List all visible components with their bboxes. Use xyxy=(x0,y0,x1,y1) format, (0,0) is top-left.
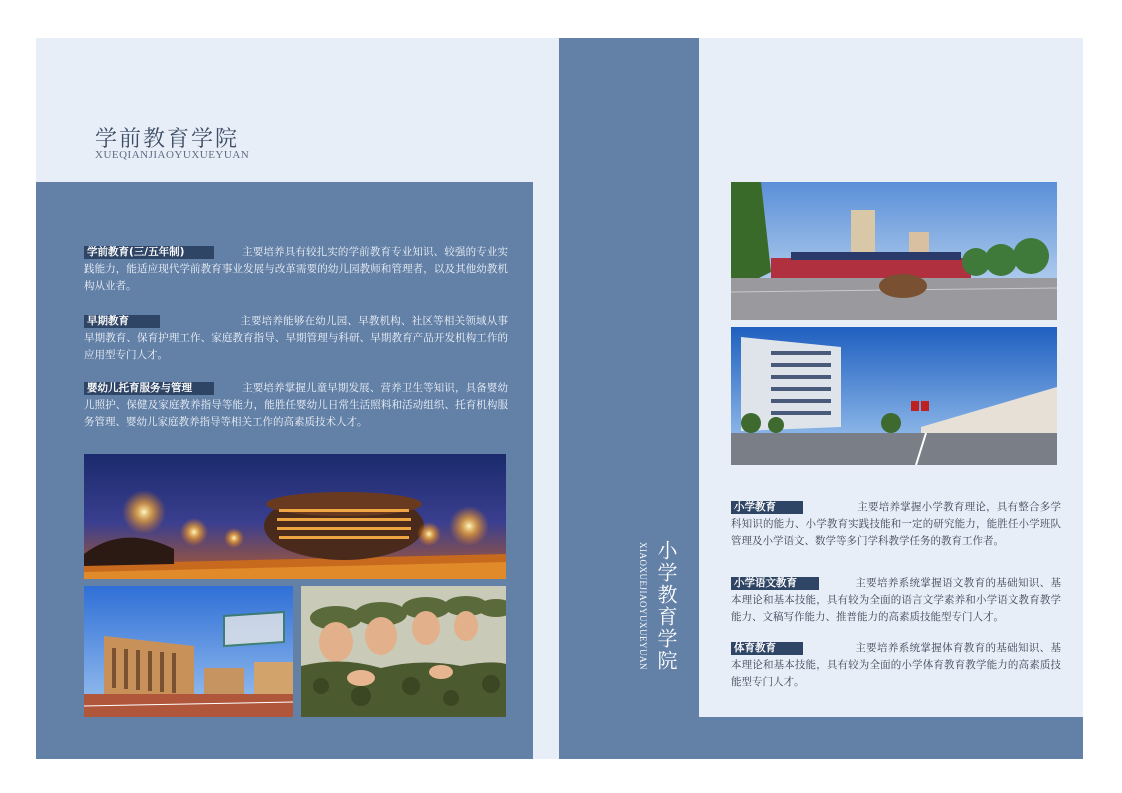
left-section-2 xyxy=(84,313,508,364)
section-text: 主要培养系统掌握语文教育的基础知识、基本理论和基本技能，具有较为全面的语言文学素养和小学语文教育教学能力、文稿写作能力、推普能力的高素质技能型专门人才。 xyxy=(731,577,1061,623)
photo-campus-plaza xyxy=(731,182,1057,320)
section-tag: 小学语文教育 xyxy=(731,577,819,590)
section-text: 主要培养具有较扎实的学前教育专业知识、较强的专业实践能力，能适应现代学前教育事业发展与改革需要的幼儿园教师和管理者，以及其他幼教机构从业者。 xyxy=(84,246,508,292)
left-page-right-strip xyxy=(533,182,559,759)
section-text: 主要培养能够在幼儿园、早教机构、社区等相关领域从事早期教育、保育护理工作、家庭教育指导、早期管理与科研、早期教育产品开发机构工作的应用型专门人才。 xyxy=(84,315,508,361)
right-section-1 xyxy=(731,499,1061,550)
section-tag: 体育教育 xyxy=(731,642,803,655)
right-section-3 xyxy=(731,640,1061,691)
section-tag: 小学教育 xyxy=(731,501,803,514)
spine-title: 小学教育学院 xyxy=(654,540,678,672)
left-page-title: 学前教育学院 xyxy=(95,127,240,152)
section-text: 主要培养掌握小学教育理论，具有整合多学科知识的能力、小学教育实践技能和一定的研究能力，能胜任小学班队管理及小学语文、数学等多门学科教学任务的教育工作者。 xyxy=(731,501,1061,547)
spine-title-en: XIAOXUEJIAOYUXUEYUAN xyxy=(638,542,648,670)
photo-night-library xyxy=(84,454,506,579)
right-section-2 xyxy=(731,575,1061,626)
photo-students-military xyxy=(301,586,506,717)
photo-campus-road xyxy=(731,327,1057,465)
right-page-footer-band xyxy=(699,717,1083,759)
section-tag: 学前教育(三/五年制) xyxy=(84,246,214,259)
section-text: 主要培养掌握儿童早期发展、营养卫生等知识，具备婴幼儿照护、保健及家庭教养指导等能力，能胜任婴幼儿日常生活照料和活动组织、托育机构服务管理、婴幼儿家庭教养指导等相关工作的高素质技术人才。 xyxy=(84,382,508,428)
section-text: 主要培养系统掌握体育教育的基础知识、基本理论和基本技能，具有较为全面的小学体育教育教学能力的高素质技能型专门人才。 xyxy=(731,642,1061,688)
photo-campus-basketball xyxy=(84,586,293,717)
left-section-1 xyxy=(84,244,508,295)
section-tag: 早期教育 xyxy=(84,315,160,328)
section-tag: 婴幼儿托育服务与管理 xyxy=(84,382,214,395)
left-section-3 xyxy=(84,380,508,431)
left-page-title-en: XUEQIANJIAOYUXUEYUAN xyxy=(95,149,250,161)
